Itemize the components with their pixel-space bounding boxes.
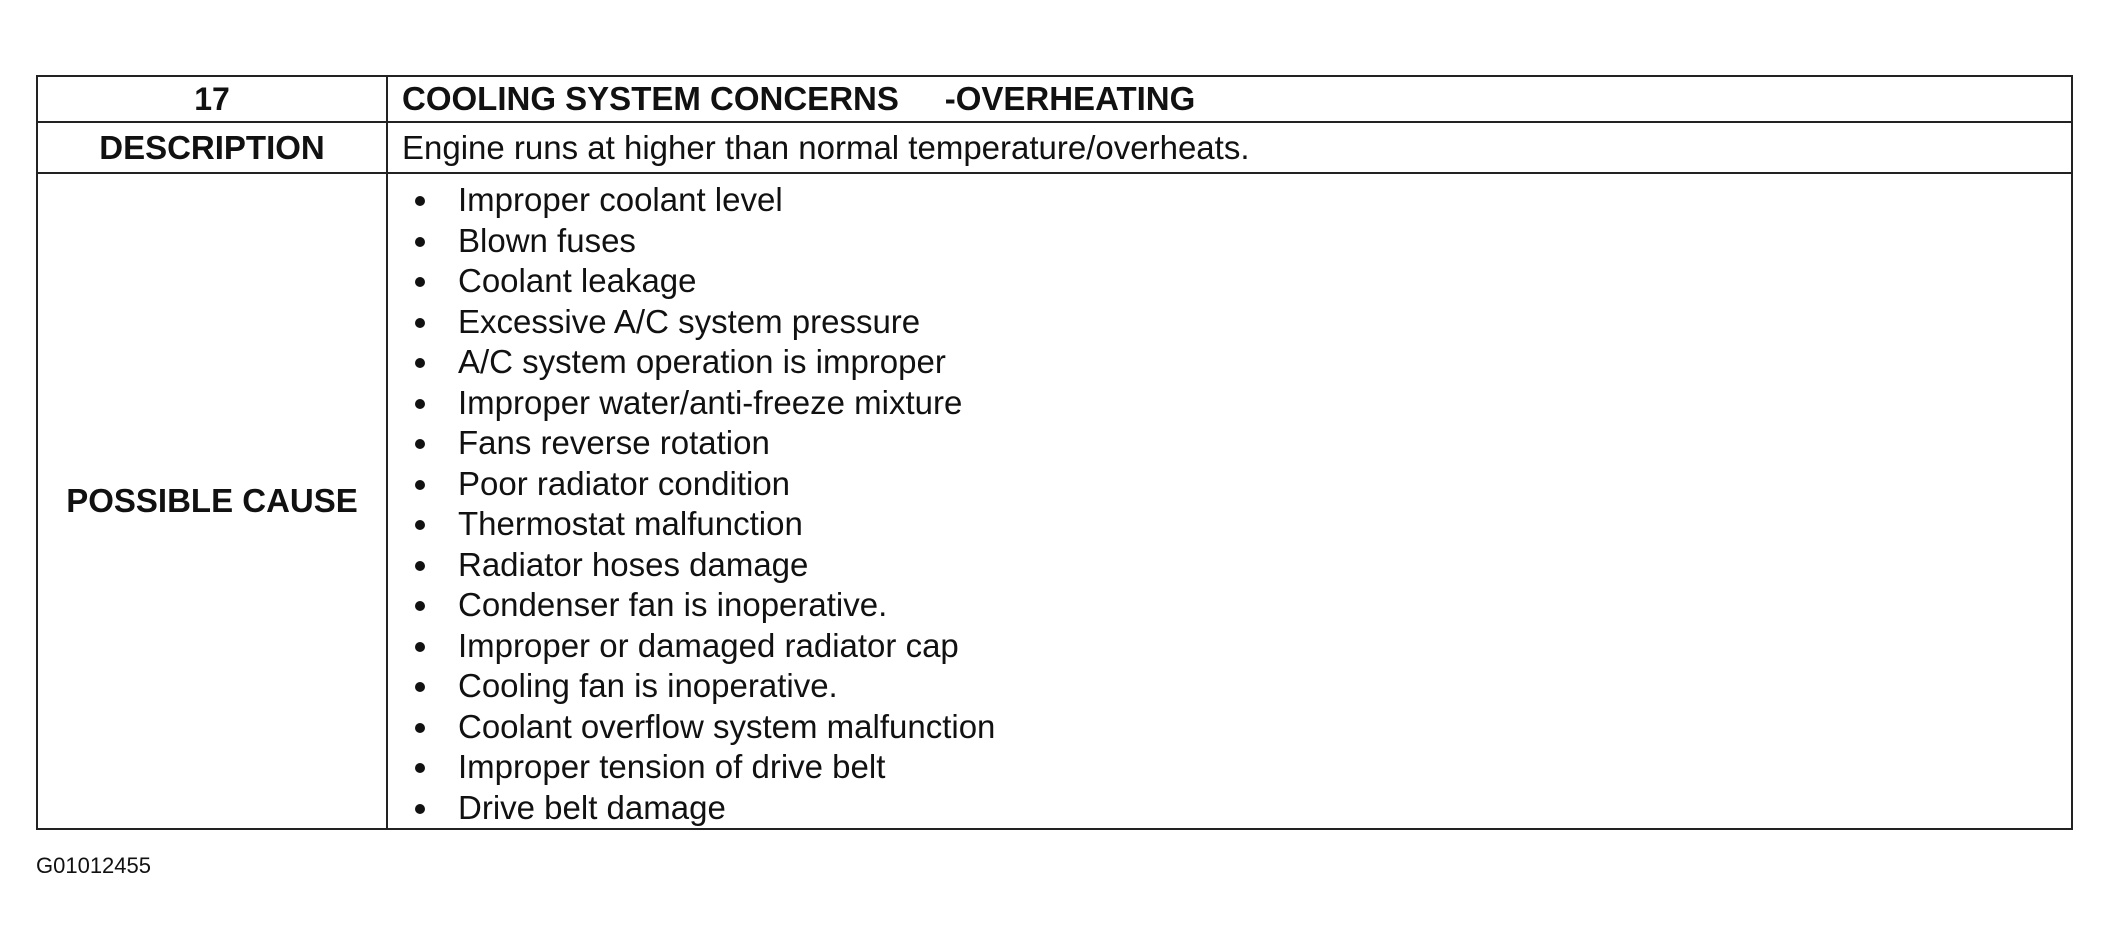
cause-text: A/C system operation is improper [458,343,946,380]
header-row [37,76,2072,122]
bullet-icon [415,277,425,287]
cause-text: Improper or damaged radiator cap [458,626,959,664]
list-item [388,342,2071,383]
bullet-icon [415,804,425,814]
description-row [37,122,2072,173]
concern-title: COOLING SYSTEM CONCERNS -OVERHEATING [387,76,2072,122]
description-label: DESCRIPTION [37,122,387,173]
bullet-icon [415,520,425,530]
cause-text: Cooling fan is inoperative. [458,667,838,704]
list-item [388,585,2071,626]
cause-text: Thermostat malfunction [458,505,803,542]
list-item [388,261,2071,302]
bullet-icon [415,682,425,692]
bullet-icon [415,723,425,733]
list-item [388,221,2071,262]
bullet-icon [415,196,425,206]
list-item [388,666,2071,707]
cause-text: Poor radiator condition [458,464,791,502]
possible-cause-row [37,173,2072,829]
cause-text: Improper tension of drive belt [458,748,886,785]
bullet-icon [415,763,425,773]
list-item [388,180,2071,221]
list-item [388,545,2071,586]
bullet-icon [415,601,425,611]
cause-text: Coolant leakage [458,262,697,299]
cause-text: Improper coolant level [458,181,783,218]
list-item [388,423,2071,464]
concern-number: 17 [37,76,387,122]
cause-text: Excessive A/C system pressure [458,302,921,340]
bullet-icon [415,237,425,247]
possible-cause-cell [387,173,2072,829]
diagnostic-table [36,75,2073,830]
description-text: Engine runs at higher than normal temperature/overheats. [387,122,2072,173]
bullet-icon [415,642,425,652]
figure-id: G01012455 [36,853,151,878]
possible-cause-label: POSSIBLE CAUSE [37,173,387,829]
list-item [388,504,2071,545]
bullet-icon [415,358,425,368]
list-item [388,788,2071,829]
cause-text: Radiator hoses damage [458,545,809,583]
cause-text: Fans reverse rotation [458,424,770,461]
cause-text: Condenser fan is inoperative. [458,586,888,623]
list-item [388,302,2071,343]
list-item [388,464,2071,505]
cause-list [388,174,2071,828]
cause-text: Drive belt damage [458,788,726,826]
list-item [388,626,2071,667]
cause-text: Blown fuses [458,221,636,259]
bullet-icon [415,439,425,449]
cause-text: Improper water/anti-freeze mixture [458,383,963,421]
cause-text: Coolant overflow system malfunction [458,707,996,745]
bullet-icon [415,561,425,571]
bullet-icon [415,318,425,328]
list-item [388,383,2071,424]
bullet-icon [415,480,425,490]
bullet-icon [415,399,425,409]
list-item [388,747,2071,788]
list-item [388,707,2071,748]
